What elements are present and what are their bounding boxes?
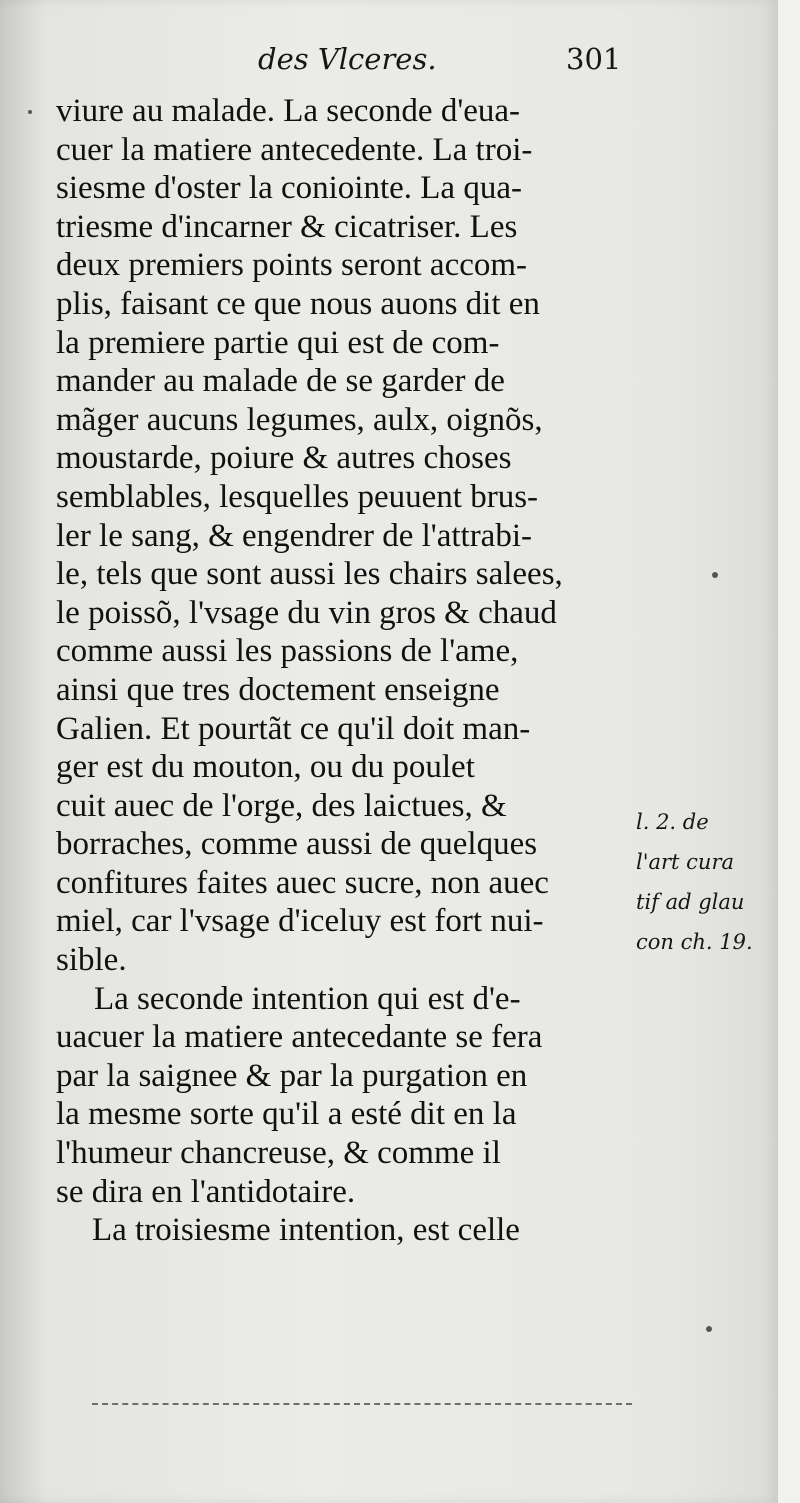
body-text	[56, 92, 636, 1250]
text-line: le, tels que sont aussi les chairs salees,	[56, 556, 563, 593]
ink-speck	[706, 1326, 712, 1332]
ink-speck	[712, 572, 718, 578]
text-line: semblables, lesquelles peuuent brus-	[56, 478, 539, 515]
text-line: par la saignee & par la purgation en	[56, 1057, 528, 1094]
text-line: se dira en l'antidotaire.	[56, 1173, 356, 1210]
text-line: confitures faites auec sucre, non auec	[56, 864, 549, 901]
text-line: le poissõ, l'vsage du vin gros & chaud	[56, 594, 557, 631]
text-line: triesme d'incarner & cicatriser. Les	[56, 208, 518, 245]
marginal-note-line: l'art cura	[636, 850, 735, 874]
page-number: 301	[566, 42, 622, 76]
text-line: uacuer la matiere antecedante se fera	[56, 1019, 543, 1056]
text-line: deux premiers points seront accom-	[56, 247, 528, 284]
paragraph-start-line: La troisiesme intention, est celle	[92, 1212, 520, 1249]
text-line: cuit auec de l'orge, des laictues, &	[56, 787, 507, 824]
text-line: l'humeur chancreuse, & comme il	[56, 1135, 501, 1172]
text-line: ainsi que tres doctement enseigne	[56, 671, 500, 708]
text-line: borraches, comme aussi de quelques	[56, 826, 538, 863]
marginal-note-line: con ch. 19.	[636, 930, 753, 954]
running-head: des Vlceres.	[258, 42, 437, 76]
text-line: Galien. Et pourtãt ce qu'il doit man-	[56, 710, 531, 747]
text-line: la premiere partie qui est de com-	[56, 324, 500, 361]
paragraph-start-line: La seconde intention qui est d'e-	[94, 980, 521, 1017]
text-line: sible.	[56, 942, 127, 979]
text-line: miel, car l'vsage d'iceluy est fort nui-	[56, 903, 544, 940]
page-edge	[778, 0, 800, 1503]
ink-show-through-rule	[92, 1403, 632, 1405]
text-line: ger est du mouton, ou du poulet	[56, 749, 475, 786]
text-line: cuer la matiere antecedente. La troi-	[56, 131, 533, 168]
text-line: mander au malade de se garder de	[56, 363, 505, 400]
text-line: plis, faisant ce que nous auons dit en	[56, 285, 540, 322]
marginal-note-line: tif ad glau	[636, 890, 745, 914]
text-line: comme aussi les passions de l'ame,	[56, 633, 519, 670]
text-line: ler le sang, & engendrer de l'attrabi-	[56, 517, 532, 554]
marginal-note	[636, 802, 786, 962]
ink-speck	[28, 110, 32, 114]
text-line: la mesme sorte qu'il a esté dit en la	[56, 1096, 517, 1133]
text-line: mãger aucuns legumes, aulx, oignõs,	[56, 401, 543, 438]
text-line: moustarde, poiure & autres choses	[56, 440, 512, 477]
text-line: viure au malade. La seconde d'eua-	[56, 93, 521, 129]
text-line: siesme d'oster la coniointe. La qua-	[56, 170, 522, 207]
marginal-note-line: l. 2. de	[636, 810, 709, 834]
